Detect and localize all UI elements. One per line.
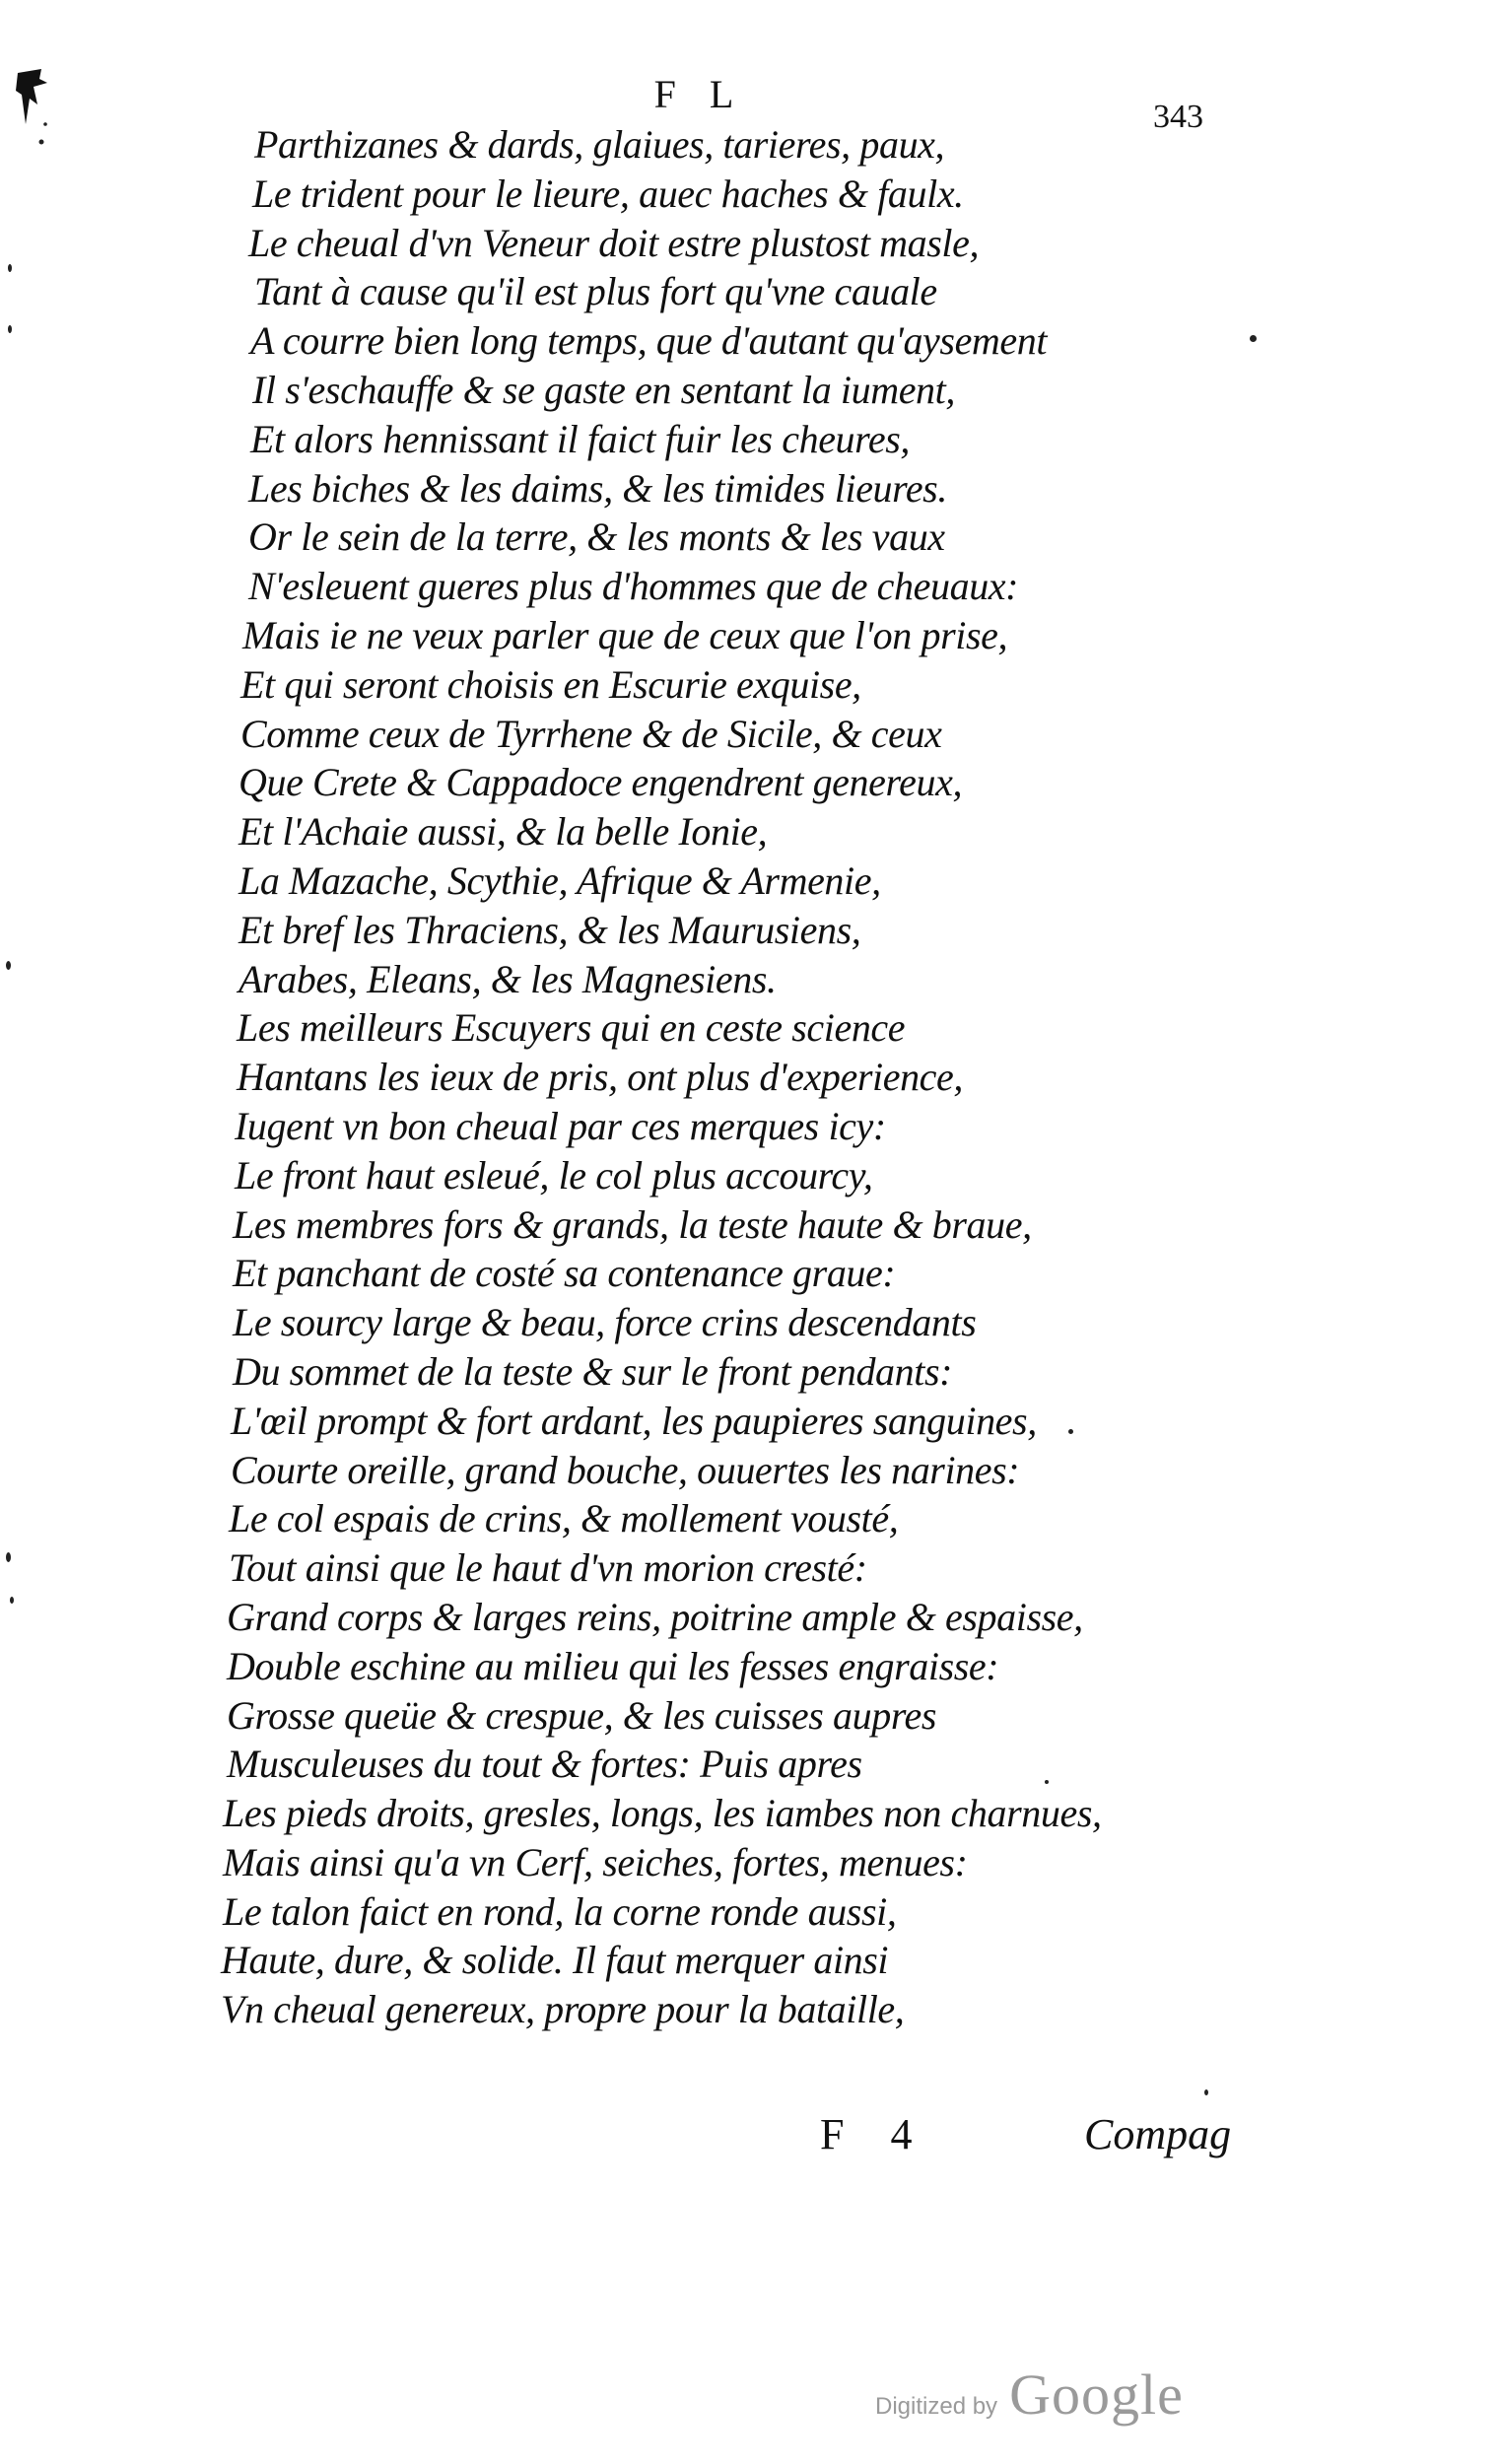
scan-speck [6,961,11,970]
verse-line: Arabes, Eleans, & les Magnesiens. [239,956,777,1001]
verse-line: A courre bien long temps, que d'autant qu'aysement [250,318,1048,364]
verse-line: Le talon faict en rond, la corne ronde aussi, [223,1888,897,1934]
digitization-watermark [875,2361,1210,2430]
verse-line: Et qui seront choisis en Escurie exquise, [240,661,861,707]
scan-speck [6,1552,11,1562]
running-head: F L [653,72,746,116]
verse-text [221,120,1301,2034]
verse-line: Les biches & les daims, & les timides lieures. [248,465,947,511]
verse-line: Grand corps & larges reins, poitrine ample & espaisse, [227,1594,1083,1639]
verse-line: Grosse queüe & crespue, & les cuisses aupres [227,1692,937,1738]
catchword: Compag [1084,2110,1232,2158]
verse-line: Or le sein de la terre, & les monts & les vaux [248,514,945,560]
verse-line: Comme ceux de Tyrrhene & de Sicile, & ceux [240,711,942,756]
verse-line: Hantans les ieux de pris, ont plus d'experience, [237,1055,963,1100]
scan-speck [8,325,12,333]
verse-line: Musculeuses du tout & fortes: Puis apres [227,1742,862,1787]
scan-speck [10,1597,14,1604]
signature-mark: F 4 [820,2110,930,2158]
verse-line: Les pieds droits, gresles, longs, les iambes non charnues, [223,1791,1102,1836]
verse-line: Le cheual d'vn Veneur doit estre plustost masle, [248,220,980,265]
verse-line: L'œil prompt & fort ardant, les paupieres sanguines, [231,1398,1037,1443]
margin-ink-mark [12,65,51,154]
verse-line: Et l'Achaie aussi, & la belle Ionie, [239,809,768,855]
verse-line: Les meilleurs Escuyers qui en ceste science [237,1005,906,1051]
verse-line: Le sourcy large & beau, force crins descendants [233,1300,977,1345]
google-logo: Google [1009,2362,1184,2427]
scan-speck [8,264,12,272]
verse-line: Le front haut esleué, le col plus accourcy, [235,1152,873,1198]
verse-line: Haute, dure, & solide. Il faut merquer ainsi [221,1938,889,1983]
verse-line: Tout ainsi que le haut d'vn morion cresté: [229,1545,867,1591]
verse-line: Iugent vn bon cheual par ces merques icy: [235,1103,886,1148]
page-number: 343 [1153,99,1203,135]
verse-line: N'esleuent gueres plus d'hommes que de cheuaux: [248,564,1019,609]
verse-line: Le col espais de crins, & mollement vousté, [229,1496,899,1541]
verse-line: Il s'eschauffe & se gaste en sentant la iument, [252,367,955,412]
verse-line: Mais ainsi qu'a vn Cerf, seiches, fortes, menues: [223,1839,968,1884]
verse-line: Que Crete & Cappadoce engendrent genereux, [239,760,963,805]
verse-line: Et panchant de costé sa contenance graue: [233,1251,896,1296]
verse-line: Et bref les Thraciens, & les Maurusiens, [239,907,861,952]
verse-line: Les membres fors & grands, la teste haute & braue, [233,1201,1032,1247]
verse-line: La Mazache, Scythie, Afrique & Armenie, [239,857,881,903]
watermark-prefix: Digitized by [875,2393,998,2420]
verse-line: Courte oreille, grand bouche, ouuertes les narines: [231,1447,1020,1492]
verse-line: Le trident pour le lieure, auec haches & faulx. [252,171,964,216]
verse-line: Mais ie ne veux parler que de ceux que l'on prise, [242,612,1008,657]
verse-line: Double eschine au milieu qui les fesses engraisse: [227,1643,999,1688]
verse-line: Et alors hennissant il faict fuir les cheures, [250,416,910,461]
verse-line: Du sommet de la teste & sur le front pendants: [233,1348,953,1394]
scan-speck [1204,2089,1208,2095]
verse-line: Parthizanes & dards, glaiues, tarieres, paux, [254,122,945,167]
verse-line: Tant à cause qu'il est plus fort qu'vne cauale [254,269,937,314]
verse-line: Vn cheual genereux, propre pour la bataille, [221,1987,905,2032]
